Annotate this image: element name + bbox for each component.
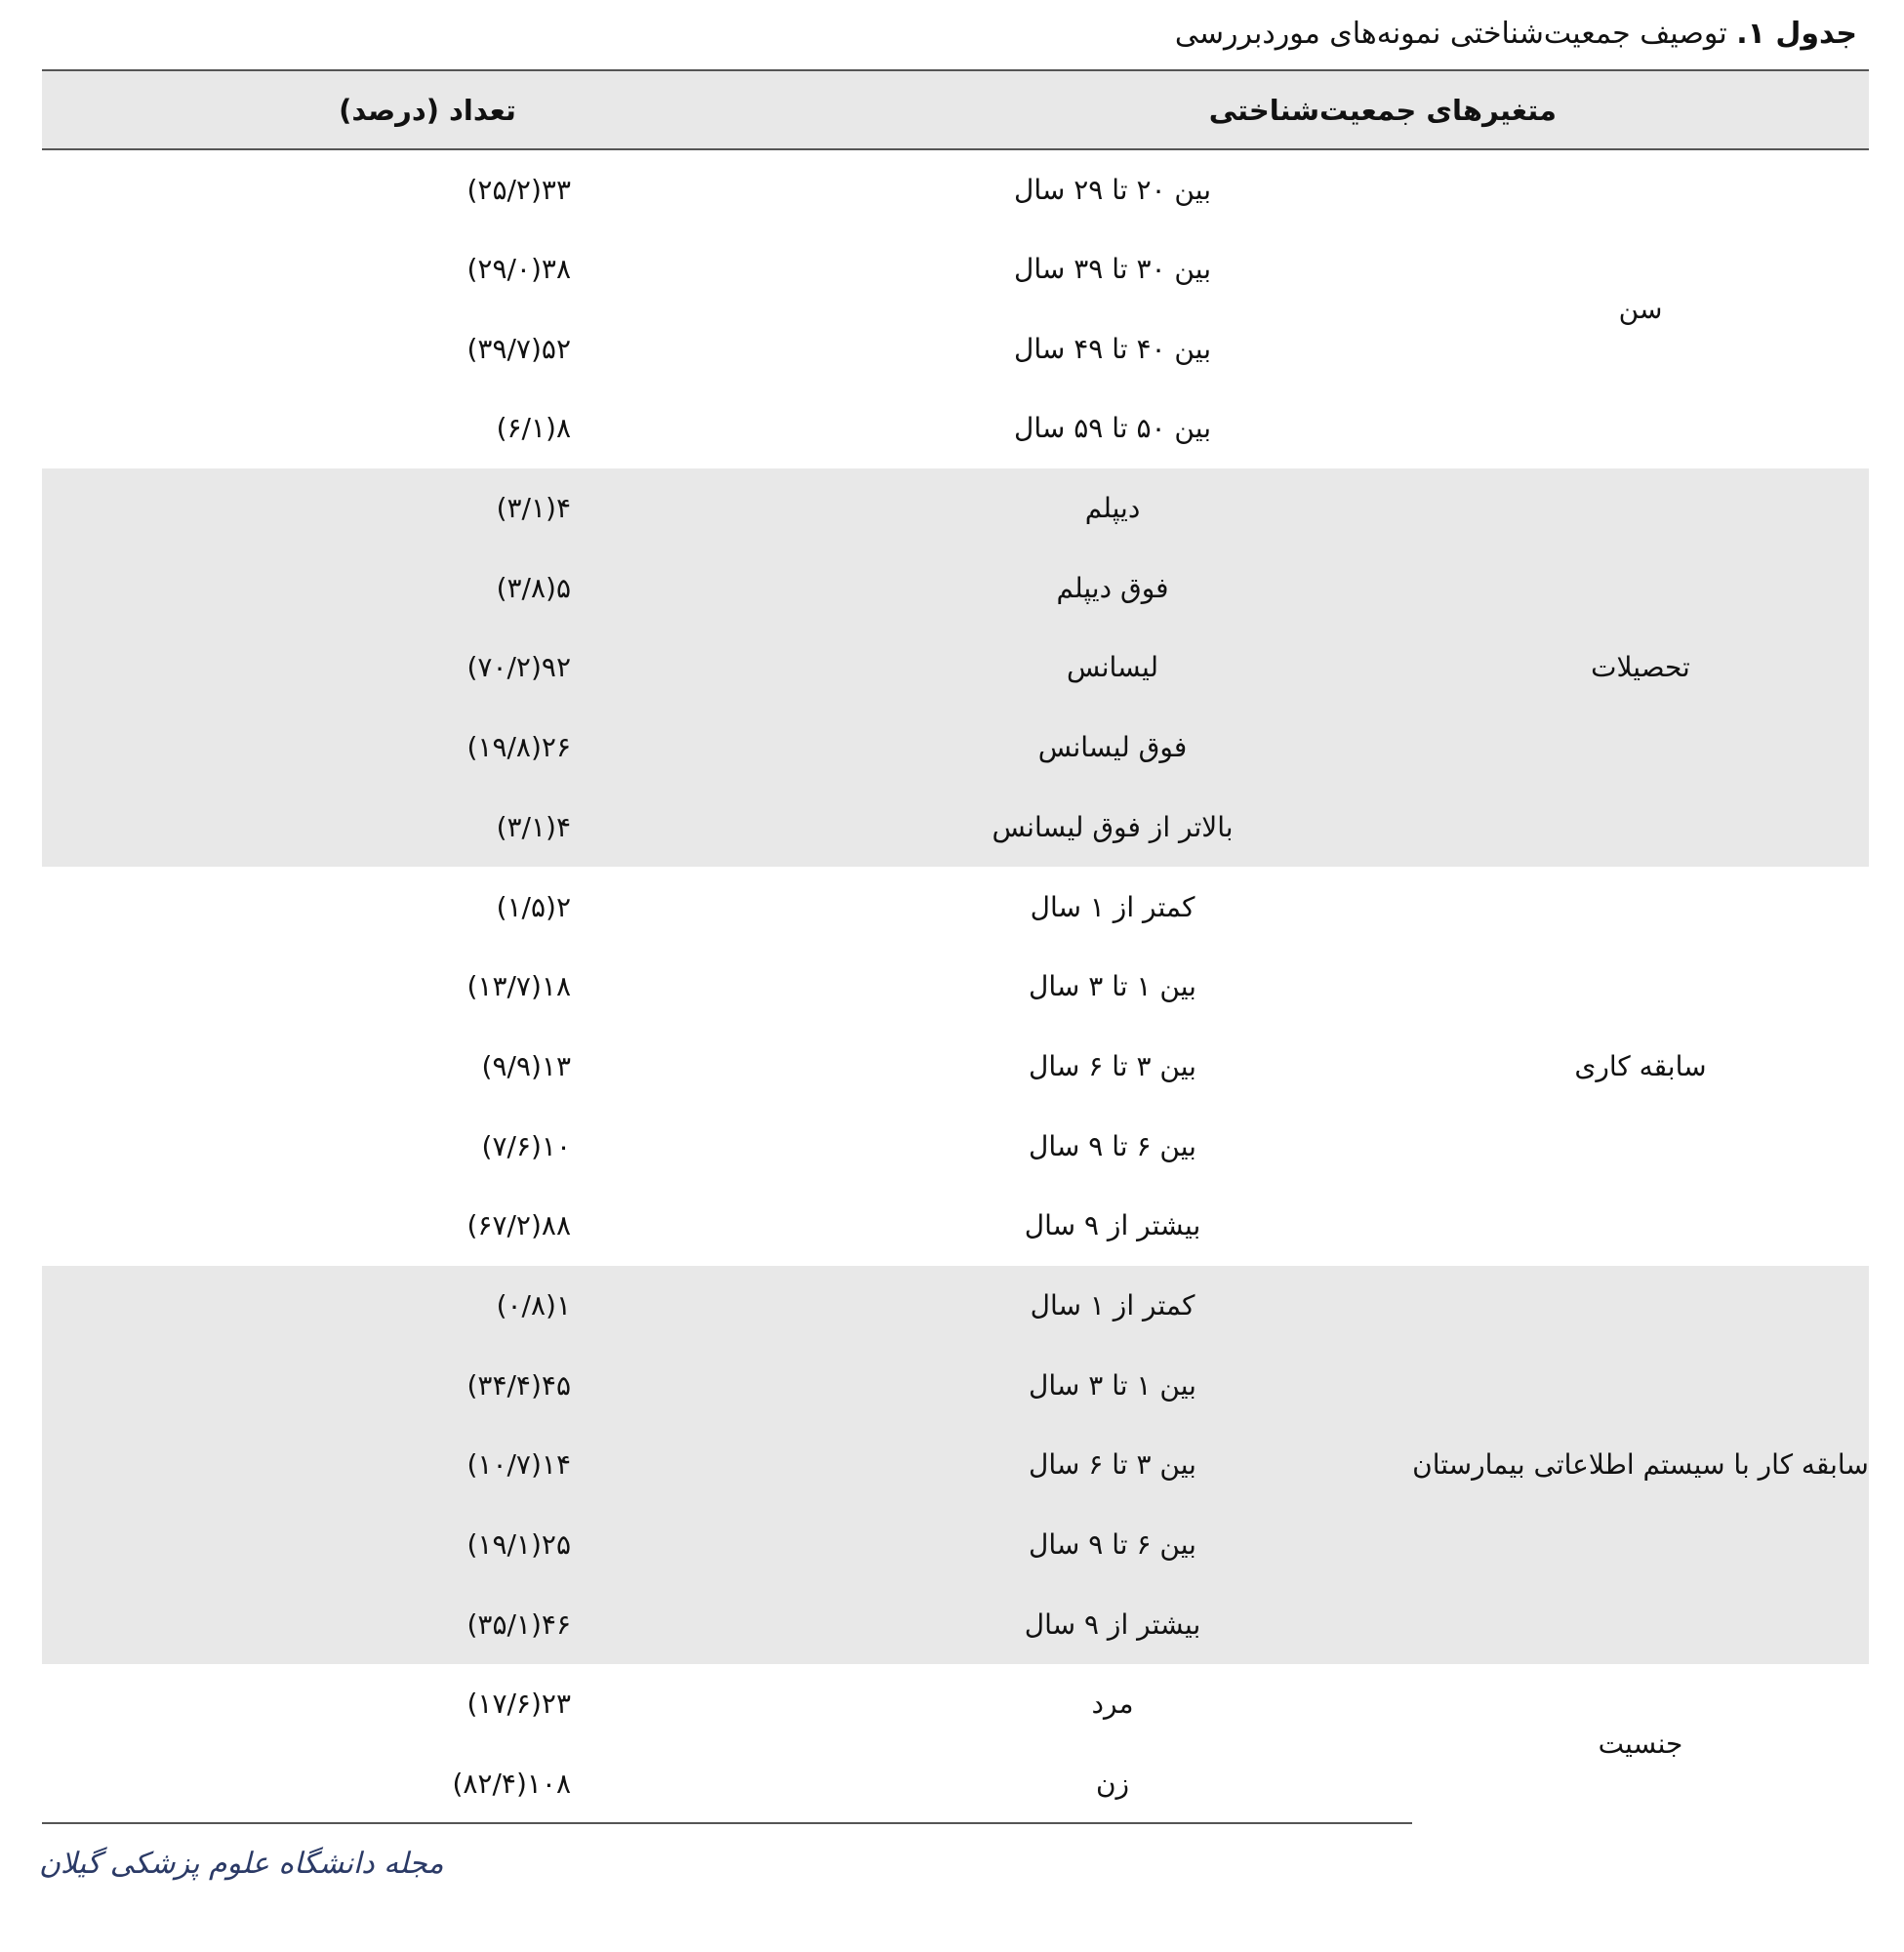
- caption-text: توصیف جمعیت‌شناختی نمونه‌های موردبررسی: [1174, 17, 1737, 51]
- count-percent-cell: ۴(۳/۱): [42, 468, 813, 549]
- count-percent-cell: ۲۳(۱۷/۶): [466, 1688, 571, 1721]
- category-cell: زن: [813, 1744, 1412, 1824]
- category-cell: بیشتر از ۹ سال: [813, 1584, 1412, 1664]
- category-cell: بالاتر از فوق لیسانس: [813, 788, 1412, 868]
- variable-name-cell: سن: [1618, 293, 1663, 326]
- variable-name-cell: تحصیلات: [1412, 468, 1869, 867]
- count-percent-cell: ۱۰(۷/۶): [481, 1129, 571, 1162]
- caption-label: جدول ۱.: [1736, 17, 1857, 51]
- category-cell: بین ۶ تا ۹ سال: [813, 1505, 1412, 1585]
- category-cell: کمتر از ۱ سال: [1030, 890, 1195, 923]
- count-percent-cell: ۵(۳/۸): [42, 548, 813, 628]
- count-percent-cell: ۲(۱/۵): [496, 890, 571, 923]
- category-cell: بین ۳ تا ۶ سال: [1029, 1049, 1196, 1082]
- table-row: [42, 867, 1869, 947]
- category-cell: بین ۴۰ تا ۴۹ سال: [1014, 332, 1211, 365]
- category-cell: بین ۱ تا ۳ سال: [1029, 970, 1196, 1003]
- header-count-percent: تعداد (درصد): [42, 70, 813, 149]
- count-percent-cell: ۱(۰/۸): [42, 1266, 813, 1346]
- category-cell: کمتر از ۱ سال: [813, 1266, 1412, 1346]
- category-cell: بیشتر از ۹ سال: [1024, 1209, 1201, 1242]
- category-cell: بین ۳۰ تا ۳۹ سال: [1014, 253, 1211, 286]
- category-cell: فوق دیپلم: [813, 548, 1412, 628]
- count-percent-cell: ۴(۳/۱): [42, 788, 813, 868]
- header-row: [42, 70, 1869, 149]
- category-cell: بین ۲۰ تا ۲۹ سال: [1014, 173, 1211, 206]
- table-row: [42, 1664, 1869, 1744]
- demographics-table-container: [42, 69, 1869, 1824]
- count-percent-cell: ۴۶(۳۵/۱): [42, 1584, 813, 1664]
- count-percent-cell: ۳۳(۲۵/۲): [466, 173, 571, 206]
- category-cell: بین ۱ تا ۳ سال: [813, 1345, 1412, 1425]
- count-percent-cell: ۴۵(۳۴/۴): [42, 1345, 813, 1425]
- count-percent-cell: ۳۸(۲۹/۰): [466, 253, 571, 286]
- table-caption: [47, 10, 1857, 59]
- table-body: [42, 149, 1869, 1823]
- header-variables: متغیرهای جمعیت‌شناختی: [813, 70, 1869, 149]
- table-row: [42, 468, 1869, 549]
- variable-name-cell: سابقه کاری: [1574, 1049, 1707, 1082]
- category-cell: فوق لیسانس: [813, 708, 1412, 788]
- count-percent-cell: ۸۸(۶۷/۲): [466, 1209, 571, 1242]
- count-percent-cell: ۸(۶/۱): [496, 412, 571, 445]
- count-percent-cell: ۲۶(۱۹/۸): [42, 708, 813, 788]
- count-percent-cell: ۱۳(۹/۹): [481, 1049, 571, 1082]
- demographics-table: [42, 69, 1869, 1824]
- table-header: [42, 70, 1869, 149]
- category-cell: دیپلم: [813, 468, 1412, 549]
- count-percent-cell: ۲۵(۱۹/۱): [42, 1505, 813, 1585]
- count-percent-cell: ۱۴(۱۰/۷): [42, 1425, 813, 1505]
- journal-logo: مجله دانشگاه علوم پزشکی گیلان: [39, 1847, 444, 1881]
- category-cell: بین ۶ تا ۹ سال: [1029, 1129, 1196, 1162]
- category-cell: لیسانس: [813, 628, 1412, 708]
- variable-name-cell: جنسیت: [1598, 1728, 1683, 1761]
- count-percent-cell: ۱۸(۱۳/۷): [466, 970, 571, 1003]
- count-percent-cell: ۹۲(۷۰/۲): [42, 628, 813, 708]
- category-cell: مرد: [1091, 1688, 1134, 1721]
- category-cell: بین ۳ تا ۶ سال: [813, 1425, 1412, 1505]
- table-row: [42, 1266, 1869, 1346]
- variable-name-cell: سابقه کار با سیستم اطلاعاتی بیمارستان: [1412, 1266, 1869, 1664]
- count-percent-cell: ۱۰۸(۸۲/۴): [42, 1744, 813, 1824]
- table-row: [42, 149, 1869, 229]
- category-cell: بین ۵۰ تا ۵۹ سال: [1014, 412, 1211, 445]
- count-percent-cell: ۵۲(۳۹/۷): [466, 332, 571, 365]
